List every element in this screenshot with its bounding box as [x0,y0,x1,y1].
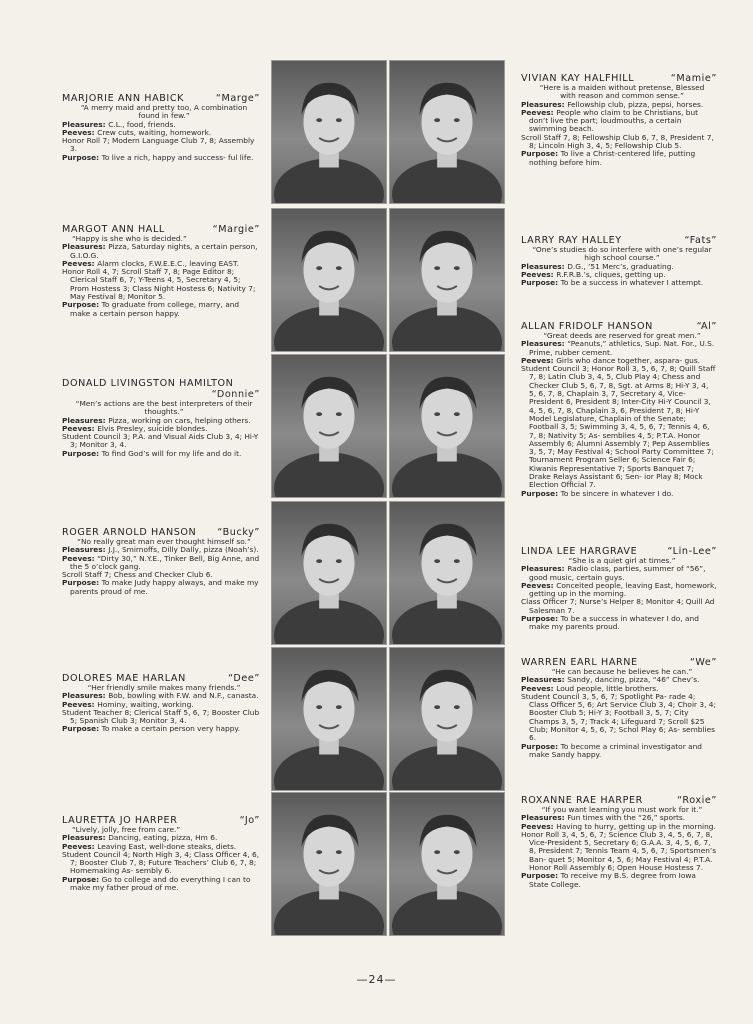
pleasures: D.G., ’51 Merc’s, graduating. [567,261,674,271]
pleasures: Dancing, eating, pizza, Hm 6. [108,833,218,843]
peeves: People who claim to be Christians, but don’t live the part; loudmouths, a certain swimming beach. [529,107,699,134]
student-quote: “Men’s actions are the best interpreters of their thoughts.” [75,399,253,417]
pleasures: Fun times with the “26,” sports. [567,813,686,823]
pleasures: “Peanuts,” athletics, Sup. Nat. For., U.S. Prime, rubber cement. [529,339,715,357]
student-quote: “Her friendly smile makes many friends.” [87,683,241,692]
peeves: Loud people, little brothers. [556,683,659,693]
peeves: Alarm clocks, F.W.E.E.C., leaving EAST. [97,258,239,268]
activities: Student Council 3; Honor Roll 3, 5, 6, 7, 8; Quill Staff 7, 8; Latin Club 3, 4, 5, Club Play 4; Chess and Checker Club 5, 6, 7, 8, Sgt. at Arms 8; Hi-Y 3, 4, 5, 6, 7, 8, Chaplain 3, 7, Secretary 4, Vice-President 6, President 8; Inter-City Hi-Y Council 3, 4, 5, 6, 7, 8, Chaplain 3, 6, President 7, 8; Hi-Y Model Legislature, Chaplain of the Senate; Football 3, 5; Swimming 3, 4, 5, 6, 7; Tennis 4, 6, 7, 8; Nativity 5; As- semblies 4, 5; P.T.A. Honor Assembly 6; Alumni Assembly 7; Pep Assemblies 3, 5, 7; May Festival 4; School Party Committee 7; Tournament Program Seller 6; Science Fair 6; Kiwanis Representative 7; Sports Banquet 7; Drake Relays Assistant 6; Sen- ior Play 8; Mock Election Official 7. [521,364,716,490]
purpose: To be a success in whatever I do, and make my parents proud. [529,614,699,632]
pleasures: Sandy, dancing, pizza, “46” Chev’s. [567,675,700,685]
page-number: —24— [356,973,397,986]
entry-dolores-harlan: DOLORES MAE HARLAN “Dee” “Her friendly smile makes many friends.” Pleasures: Bob, bowling with F.W. and N.F., canasta. Peeves: Hominy, waiting, working. Student Teacher 8; Clerical Staff 5, 6, 7; Booster Club 5; Spanish Club 3; Monitor 3, 4. Purpose: To make a certain person very happy. [62,673,260,734]
pleasures: Pizza, Saturday nights, a certain person, G.I.O.G. [70,242,258,260]
student-name: LAURETTA JO HARPER [62,815,178,826]
student-nickname: “Fats” [684,235,717,246]
entry-larry-halley: LARRY RAY HALLEY “Fats” “One’s studies do so interfere with one’s regular high school course.” Pleasures: D.G., ’51 Merc’s, graduating. Peeves: R.F.R.B.’s, cliques, getting up. Purpose: To be a success in whatever I attempt. [521,235,717,288]
entry-marjorie-habick: MARJORIE ANN HABICK “Marge” “A merry maid and pretty too, A combination found in few.” Pleasures: C.L., food, friends. Peeves: Crew cuts, waiting, homework. Honor Roll 7; Modern Language Club 7, 8; Assembly 3. Purpose: To live a rich, happy and success- ful life. [62,93,260,162]
student-name: DONALD LIVINGSTON HAMILTON [62,378,234,389]
pleasures: Pizza, working on cars, helping others. [108,415,251,425]
activities: Student Teacher 8; Clerical Staff 5, 6, 7; Booster Club 5; Spanish Club 3; Monitor 3, 4. [62,707,260,726]
purpose: To become a criminal investigator and make Sandy happy. [529,741,702,759]
photo-marjorie-habick [271,60,387,204]
purpose: To receive my B.S. degree from Iowa State College. [529,871,696,889]
entry-margot-hall: MARGOT ANN HALL “Margie” “Happy is she who is decided.” Pleasures: Pizza, Saturday nights, a certain person, G.I.O.G. Peeves: Alarm clocks, F.W.E.E.C., leaving EAST. Honor Roll 4, 7; Scroll Staff 7, 8; Page Editor 8; Clerical Staff 6, 7; Y-Teens 4, 5, Secretary 4, 5; Prom Hostess 3; Class Night Hostess 6; Nativity 7; May Festival 8; Monitor 5. Purpose: To graduate from college, marry, and make a certain person happy. [62,224,260,318]
peeves: Girls who dance together, aspara- gus. [556,355,701,365]
purpose: To be sincere in whatever I do. [560,488,674,498]
pleasures: Bob, bowling with F.W. and N.F., canasta. [108,691,259,701]
activities: Class Officer 7; Nurse’s Helper 8; Monitor 4; Quill Ad Salesman 7. [521,597,715,615]
student-quote: “No really great man ever thought himself so.” [77,537,251,546]
peeves: Crew cuts, waiting, homework. [97,127,212,137]
entry-donald-hamilton: DONALD LIVINGSTON HAMILTON “Donnie” “Men’s actions are the best interpreters of their thoughts.” Pleasures: Pizza, working on cars, helping others. Peeves: Elvis Presley, suicide blondes. Student Council 3; P.A. and Visual Aids Club 3, 4; Hi-Y 3; Monitor 3, 4. Purpose: To find God’s will for my life and do it. [62,378,260,458]
entry-roger-hanson: ROGER ARNOLD HANSON “Bucky” “No really great man ever thought himself so.” Pleasures: J.J., Smirnoffs, Dilly Dally, pizza (Noah’s). Peeves: “Dirty 30,” N.Y.E., Tinker Bell, Big Anne, and the 5 o’clock gang. Scroll Staff 7; Chess and Checker Club 6. Purpose: To make Judy happy always, and make my parents proud of me. [62,527,260,596]
student-nickname: “We” [689,657,717,668]
student-name: ALLAN FRIDOLF HANSON [521,321,653,332]
purpose: To make Judy happy always, and make my parents proud of me. [70,578,259,596]
student-quote: “Happy is she who is decided.” [72,234,187,243]
peeves: Having to hurry, getting up in the morning. [556,821,716,831]
entry-lauretta-harper: LAURETTA JO HARPER “Jo” “Lively, jolly, free from care.” Pleasures: Dancing, eating, pizza, Hm 6. Peeves: Leaving East, well-done steaks, diets. Student Council 4; North High 3, 4; Class Officer 4, 6, 7; Booster Club 7, 8; Future Teachers’ Club 6, 7, 8; Homemaking As- sembly 6. Purpose: Go to college and do everything I can to make my father proud of me. [62,815,260,893]
entry-vivian-halfhill: VIVIAN KAY HALFHILL “Mamie” “Here is a maiden without pretense, Blessed with reason and common sense.” Pleasures: Fellowship club, pizza, pepsi, horses. Peeves: People who claim to be Christians, but don’t live the part; loudmouths, a certain swimming beach. Scroll Staff 7, 8; Fellowship Club 6, 7, 8, President 7, 8; Lincoln High 3, 4, 5; Fellowship Club 5. Purpose: To live a Christ-centered life, putting nothing before him. [521,73,717,167]
activities: Student Council 3, 5, 6, 7; Spotlight Pa- rade 4; Class Officer 5, 6; Art Service Club 3, 4; Choir 3, 4; Booster Club 5; Hi-Y 3; Football 3, 5, 7; City Champs 3, 5, 7; Track 4; Lifeguard 7; Scroll $25 Club; Monitor 4, 5, 6, 7; Schol Play 6; As- semblies 6. [521,691,716,743]
activities: Honor Roll 7; Modern Language Club 7, 8; Assembly 3. [62,136,255,154]
student-nickname: “Bucky” [217,527,260,538]
student-nickname: “Al” [696,321,717,332]
activities: Honor Roll 3, 4, 5, 6, 7; Science Club 3, 4, 5, 6, 7, 8, Vice-President 5, Secretary 6; G.A.A. 3, 4, 5, 6, 7, 8, President 7; Tennis Team 4, 5, 6, 7; Sportsmen’s Ban- quet 5; Monitor 4, 5, 6; May Festival 4; P.T.A. Honor Roll Assembly 6; Open House Hostess 7. [521,829,717,873]
pleasures: Fellowship club, pizza, pepsi, horses. [567,99,704,109]
purpose: Go to college and do everything I can to make my father proud of me. [70,874,251,893]
photo-linda-hargrave [389,501,505,645]
activities: Student Council 3; P.A. and Visual Aids Club 3, 4; Hi-Y 3; Monitor 3, 4. [62,432,259,450]
photo-roger-hanson [271,501,387,645]
photo-margot-hall [271,208,387,352]
student-quote: “If you want learning you must work for it.” [541,805,703,814]
student-nickname: “Dee” [228,673,260,684]
student-nickname: “Lin-Lee” [667,546,717,557]
student-name: MARJORIE ANN HABICK [62,93,185,104]
activities: Honor Roll 4, 7; Scroll Staff 7, 8; Page Editor 8; Clerical Staff 6, 7; Y-Teens 4, 5, Secretary 4, 5; Prom Hostess 3; Class Night Hostess 6; Nativity 7; May Festival 8; Monitor 5. [62,267,256,302]
activities: Scroll Staff 7, 8; Fellowship Club 6, 7, 8, President 7, 8; Lincoln High 3, 4, 5; Fellowship Club 5. [521,132,714,151]
student-name: WARREN EARL HARNE [521,657,638,668]
peeves: Hominy, waiting, working. [97,699,194,709]
student-nickname: “Donnie” [211,389,260,400]
photo-allan-hanson [389,354,505,498]
purpose: To find God’s will for my life and do it. [101,448,242,458]
student-name: MARGOT ANN HALL [62,224,165,235]
student-nickname: “Marge” [215,93,260,104]
photo-warren-harne [389,647,505,791]
peeves: R.F.R.B.’s, cliques, getting up. [556,269,666,279]
purpose: To live a rich, happy and success- ful life. [101,152,254,162]
activities: Scroll Staff 7; Chess and Checker Club 6. [62,570,213,580]
activities: Student Council 4; North High 3, 4; Class Officer 4, 6, 7; Booster Club 7, 8; Future Teachers’ Club 6, 7, 8; Homemaking As- sembly 6. [62,849,260,876]
entry-allan-hanson: ALLAN FRIDOLF HANSON “Al” “Great deeds are reserved for great men.” Pleasures: “Peanuts,” athletics, Sup. Nat. For., U.S. Prime, rubber cement. Peeves: Girls who dance together, aspara- gus. Student Council 3; Honor Roll 3, 5, 6, 7, 8; Quill Staff 7, 8; Latin Club 3, 4, 5, Club Play 4; Chess and Checker Club 5, 6, 7, 8, Sgt. at Arms 8; Hi-Y 3, 4, 5, 6, 7, 8, Chaplain 3, 7, Secretary 4, Vice-President 6, President 8; Inter-City Hi-Y Council 3, 4, 5, 6, 7, 8, Chaplain 3, 6, President 7, 8; Hi-Y Model Legislature, Chaplain of the Senate; Football 3, 5; Swimming 3, 4, 5, 6, 7; Tennis 4, 6, 7, 8; Nativity 5; As- semblies 4, 5; P.T.A. Honor Assembly 6; Alumni Assembly 7; Pep Assemblies 3, 5, 7; May Festival 4; School Party Committee 7; Tournament Program Seller 6; Science Fair 6; Kiwanis Representative 7; Sports Banquet 7; Drake Relays Assistant 6; Sen- ior Play 8; Mock Election Official 7. Purpose: To be sincere in whatever I do. [521,321,717,498]
student-quote: “Great deeds are reserved for great men.” [543,331,701,340]
student-name: ROXANNE RAE HARPER [521,795,643,806]
pleasures: C.L., food, friends. [108,119,176,129]
student-name: DOLORES MAE HARLAN [62,673,186,684]
purpose: To graduate from college, marry, and make a certain person happy. [70,300,240,318]
entry-warren-harne: WARREN EARL HARNE “We” “He can because he believes he can.” Pleasures: Sandy, dancing, pizza, “46” Chev’s. Peeves: Loud people, little brothers. Student Council 3, 5, 6, 7; Spotlight Pa- rade 4; Class Officer 5, 6; Art Service Club 3, 4; Choir 3, 4; Booster Club 5; Hi-Y 3; Football 3, 5, 7; City Champs 3, 5, 7; Track 4; Lifeguard 7; Scroll $25 Club; Monitor 4, 5, 6, 7; Schol Play 6; As- semblies 6. Purpose: To become a criminal investigator and make Sandy happy. [521,657,717,759]
peeves: Leaving East, well-done steaks, diets. [97,841,237,851]
photo-larry-halley [389,208,505,352]
peeves: Conceited people, leaving East, homework, getting up in the morning. [529,580,717,599]
student-name: ROGER ARNOLD HANSON [62,527,197,538]
student-name: LARRY RAY HALLEY [521,235,622,246]
photo-lauretta-harper [271,792,387,936]
student-quote: “One’s studies do so interfere with one’s regular high school course.” [532,245,712,263]
student-name: VIVIAN KAY HALFHILL [521,73,635,84]
student-nickname: “Roxie” [677,795,717,806]
student-nickname: “Margie” [212,224,260,235]
student-name: LINDA LEE HARGRAVE [521,546,638,557]
student-quote: “Here is a maiden without pretense, Blessed with reason and common sense.” [539,83,705,101]
photo-donald-hamilton [271,354,387,498]
student-quote: “She is a quiet girl at times.” [568,556,676,565]
student-quote: “A merry maid and pretty too, A combination found in few.” [80,103,248,121]
student-quote: “He can because he believes he can.” [551,667,693,676]
purpose: To make a certain person very happy. [101,724,241,734]
photo-vivian-halfhill [389,60,505,204]
photo-roxanne-harper [389,792,505,936]
purpose: To be a success in whatever I attempt. [560,278,704,288]
student-nickname: “Jo” [239,815,260,826]
pleasures: Radio class, parties, summer of “56”, good music, certain guys. [529,564,706,582]
pleasures: J.J., Smirnoffs, Dilly Dally, pizza (Noah’s). [108,545,259,555]
peeves: “Dirty 30,” N.Y.E., Tinker Bell, Big Anne, and the 5 o’clock gang. [70,553,260,571]
student-nickname: “Mamie” [670,73,717,84]
peeves: Elvis Presley, suicide blondes. [97,423,208,433]
purpose: To live a Christ-centered life, putting nothing before him. [529,149,696,167]
entry-linda-hargrave: LINDA LEE HARGRAVE “Lin-Lee” “She is a quiet girl at times.” Pleasures: Radio class, parties, summer of “56”, good music, certain guys. Peeves: Conceited people, leaving East, homework, getting up in the morning. Class Officer 7; Nurse’s Helper 8; Monitor 4; Quill Ad Salesman 7. Purpose: To be a success in whatever I do, and make my parents proud. [521,546,717,632]
student-quote: “Lively, jolly, free from care.” [72,825,181,834]
entry-roxanne-harper: ROXANNE RAE HARPER “Roxie” “If you want learning you must work for it.” Pleasures: Fun times with the “26,” sports. Peeves: Having to hurry, getting up in the morning. Honor Roll 3, 4, 5, 6, 7; Science Club 3, 4, 5, 6, 7, 8, Vice-President 5, Secretary 6; G.A.A. 3, 4, 5, 6, 7, 8, President 7; Tennis Team 4, 5, 6, 7; Sportsmen’s Ban- quet 5; Monitor 4, 5, 6; May Festival 4; P.T.A. Honor Roll Assembly 6; Open House Hostess 7. Purpose: To receive my B.S. degree from Iowa State College. [521,795,717,889]
photo-dolores-harlan [271,647,387,791]
